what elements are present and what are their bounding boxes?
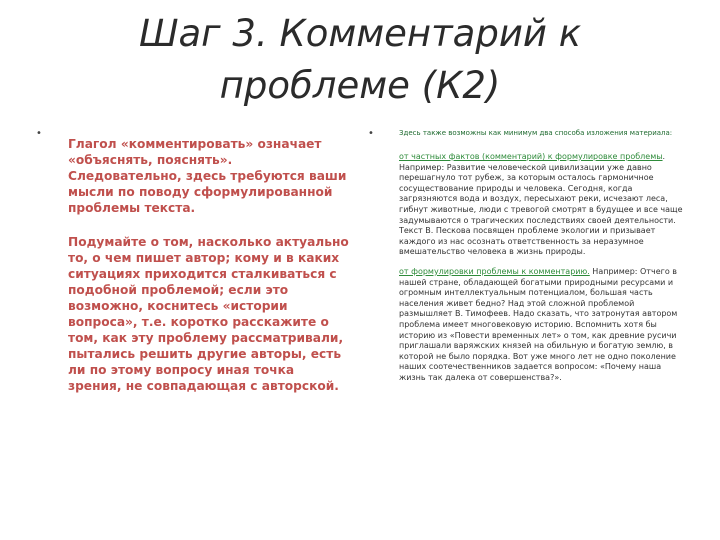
right-item-1	[399, 152, 683, 258]
left-paragraph-1: Глагол «комментировать» означает «объяснять, пояснять». Следовательно, здесь требуются ваши мысли по поводу сформулированной проблемы текста.	[68, 137, 347, 215]
bullet-right: •	[368, 128, 374, 139]
right-item-1-link[interactable]: от частных фактов (комментарий) к формулировке проблемы	[399, 152, 663, 161]
right-item-1-text: . Например: Развитие человеческой цивилизации уже давно перешагнуло тот рубеж, за которым осталось гармоничное сосуществование природы и человека. Сегодня, когда загрязняются вода и воздух, пересыхают реки, исчезают леса, гибнут животные, люди с тревогой смотрят в будущее и все чаще задумываются о трагических последствиях своей деятельности. Текст В. Пескова посвящен проблеме экологии и призывает каждого из нас осознать ответственность за неразумное вмешательство человека в жизнь природы.	[399, 152, 683, 257]
right-intro: Здесь также возможны как минимум два способа изложения материала:	[399, 129, 673, 137]
right-item-2	[399, 267, 683, 384]
left-column	[68, 136, 350, 412]
slide-title: Шаг 3. Комментарий к проблеме (К2)	[138, 12, 582, 107]
right-column	[399, 129, 683, 392]
right-item-2-link[interactable]: от формулировки проблемы к комментарию.	[399, 266, 590, 276]
left-paragraph-2: Подумайте о том, насколько актуально то, о чем пишет автор; кому и в каких ситуациях приходится сталкиваться с подобной проблемой; если это возможно, коснитесь «истории вопроса», т.е. коротко расскажите о том, как эту проблему рассматривали, пытались решить другие авторы, есть ли по этому вопросу иная точка зрения, не совпадающая с авторской.	[68, 235, 349, 393]
right-item-2-text: Например: Отчего в нашей стране, обладающей богатыми природными ресурсами и огромным интеллектуальным потенциалом, большая часть населения живет бедно? Над этой сложной проблемой размышляет В. Тимофеев. Надо сказать, что затронутая автором проблема имеет многовековую историю. Вспомнить хотя бы историю из «Повести временных лет» о том, как древние русичи приглашали варяжских князей на обильную и богатую землю, в которой не было порядка. Вот уже много лет не одно поколение наших соотечественников задается вопросом: «Почему наша жизнь так далека от совершенства?».	[399, 266, 678, 382]
bullet-left: •	[36, 128, 42, 139]
